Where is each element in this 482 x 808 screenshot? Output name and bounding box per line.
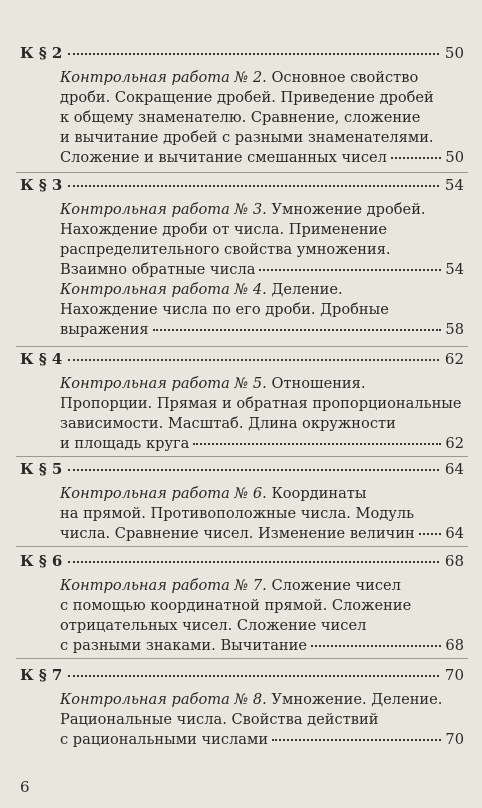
divider [16,172,468,173]
entry-prefix: Контрольная работа № 2. [60,69,267,86]
section-heading [20,176,464,194]
entry-line: Рациональные числа. Свойства действий [60,711,379,728]
divider [16,346,468,347]
dot-leader [68,469,439,471]
section-heading [20,44,464,62]
dot-leader [68,53,439,55]
entry-prefix: Контрольная работа № 5. [60,375,267,392]
dot-leader [68,359,439,361]
dot-leader [259,269,441,271]
page-number: 6 [20,778,30,796]
section-heading [20,460,464,478]
entry-page: 70 [445,731,464,748]
section-heading [20,552,464,570]
toc-entry [60,200,464,280]
toc-entry [60,280,464,340]
entry-line: Отношения. [271,375,366,392]
entry-line: к общему знаменателю. Сравнение, сложение [60,109,421,126]
divider [16,546,468,547]
dot-leader [311,645,441,647]
entry-line: Деление. [271,281,343,298]
section-page: 50 [444,44,464,62]
entry-page: 58 [445,321,464,338]
dot-leader [391,157,442,159]
entry-line: на прямой. Противоположные числа. Модуль [60,505,415,522]
dot-leader [193,443,441,445]
entry-line: и площадь круга [60,435,190,452]
dot-leader [68,185,439,187]
toc-entry [60,374,464,454]
entry-line: Нахождение числа по его дроби. Дробные [60,301,389,318]
entry-line: Умножение дробей. [271,201,426,218]
section-page: 54 [444,176,464,194]
section-page: 70 [444,666,464,684]
section-page: 68 [444,552,464,570]
entry-line: Взаимно обратные числа [60,261,256,278]
entry-prefix: Контрольная работа № 4. [60,281,267,298]
entry-page: 62 [445,435,464,452]
section-label: К § 4 [20,350,63,368]
entry-line: с помощью координатной прямой. Сложение [60,597,412,614]
toc-entry [60,484,464,544]
entry-page: 64 [445,525,464,542]
section-page: 64 [444,460,464,478]
divider [16,456,468,457]
entry-prefix: Контрольная работа № 3. [60,201,267,218]
dot-leader [68,675,439,677]
toc-entry [60,576,464,656]
entry-line: дроби. Сокращение дробей. Приведение дробей [60,89,434,106]
dot-leader [68,561,439,563]
divider [16,658,468,659]
entry-line: Пропорции. Прямая и обратная пропорциональные [60,395,462,412]
section-page: 62 [444,350,464,368]
entry-line: Координаты [271,485,367,502]
section-heading [20,350,464,368]
entry-page: 50 [445,149,464,166]
entry-line: Умножение. Деление. [271,691,443,708]
entry-line: с разными знаками. Вычитание [60,637,308,654]
entry-line: отрицательных чисел. Сложение чисел [60,617,367,634]
entry-line: Основное свойство [271,69,419,86]
entry-line: выражения [60,321,149,338]
entry-line: зависимости. Масштаб. Длина окружности [60,415,396,432]
entry-line: с рациональными числами [60,731,269,748]
section-heading [20,666,464,684]
dot-leader [272,739,441,741]
dot-leader [419,533,442,535]
entry-page: 68 [445,637,464,654]
entry-line: распределительного свойства умножения. [60,241,391,258]
entry-prefix: Контрольная работа № 6. [60,485,267,502]
toc-entry [60,690,464,750]
section-label: К § 6 [20,552,63,570]
entry-line: Сложение и вычитание смешанных чисел [60,149,387,166]
entry-line: числа. Сравнение чисел. Изменение величин [60,525,415,542]
entry-line: Сложение чисел [271,577,401,594]
entry-page: 54 [445,261,464,278]
entry-line: и вычитание дробей с разными знаменателями. [60,129,434,146]
section-label: К § 5 [20,460,63,478]
entry-line: Нахождение дроби от числа. Применение [60,221,388,238]
entry-prefix: Контрольная работа № 8. [60,691,267,708]
section-label: К § 3 [20,176,63,194]
toc-entry [60,68,464,168]
dot-leader [153,329,442,331]
section-label: К § 7 [20,666,63,684]
section-label: К § 2 [20,44,63,62]
entry-prefix: Контрольная работа № 7. [60,577,267,594]
